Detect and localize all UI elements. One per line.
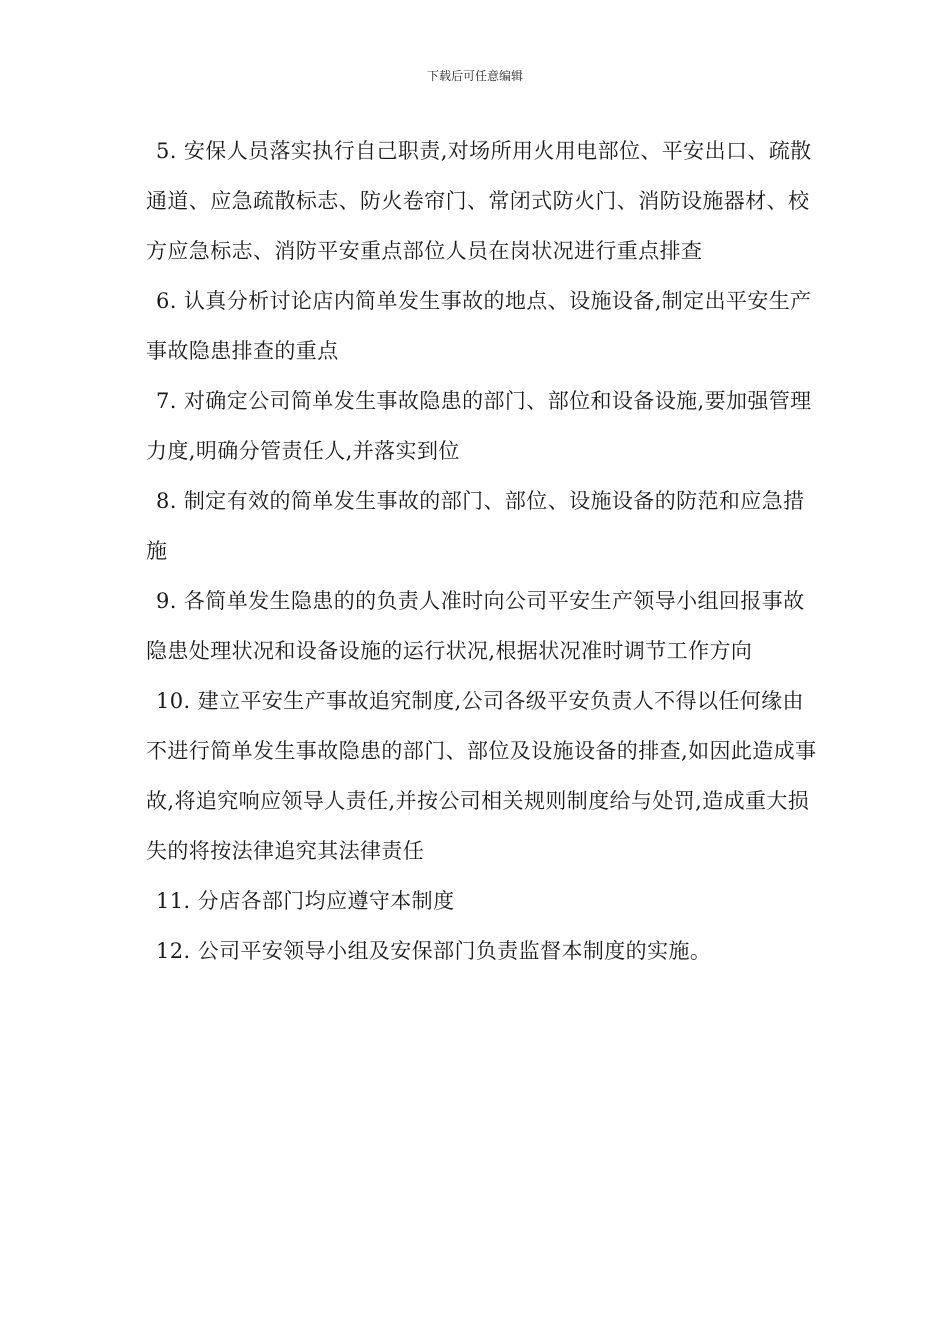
paragraph-item-6: 6. 认真分析讨论店内简单发生事故的地点、设施设备,制定出平安生产事故隐患排查的重点 (146, 289, 812, 363)
document-body (146, 126, 818, 976)
paragraph-item-12: 12. 公司平安领导小组及安保部门负责监督本制度的实施。 (156, 939, 712, 963)
paragraph-item-8: 8. 制定有效的简单发生事故的部门、部位、设施设备的防范和应急措施 (146, 489, 805, 563)
page-header: 下载后可任意编辑 (426, 69, 523, 83)
paragraph-item-7: 7. 对确定公司简单发生事故隐患的部门、部位和设备设施,要加强管理力度,明确分管责任人,并落实到位 (146, 389, 812, 463)
paragraph-item-9: 9. 各简单发生隐患的的负责人准时向公司平安生产领导小组回报事故隐患处理状况和设备设施的运行状况,根据状况准时调节工作方向 (146, 589, 805, 663)
paragraph-item-10: 10. 建立平安生产事故追究制度,公司各级平安负责人不得以任何缘由不进行简单发生事故隐患的部门、部位及设施设备的排查,如因此造成事故,将追究响应领导人责任,并按公司相关规则制度给与处罚,造成重大损失的将按法律追究其法律责任 (146, 689, 817, 863)
paragraph-item-11: 11. 分店各部门均应遵守本制度 (156, 889, 455, 913)
paragraph-item-5: 5. 安保人员落实执行自己职责,对场所用火用电部位、平安出口、疏散通道、应急疏散标志、防火卷帘门、常闭式防火门、消防设施器材、校方应急标志、消防平安重点部位人员在岗状况进行重点排查 (146, 139, 812, 263)
